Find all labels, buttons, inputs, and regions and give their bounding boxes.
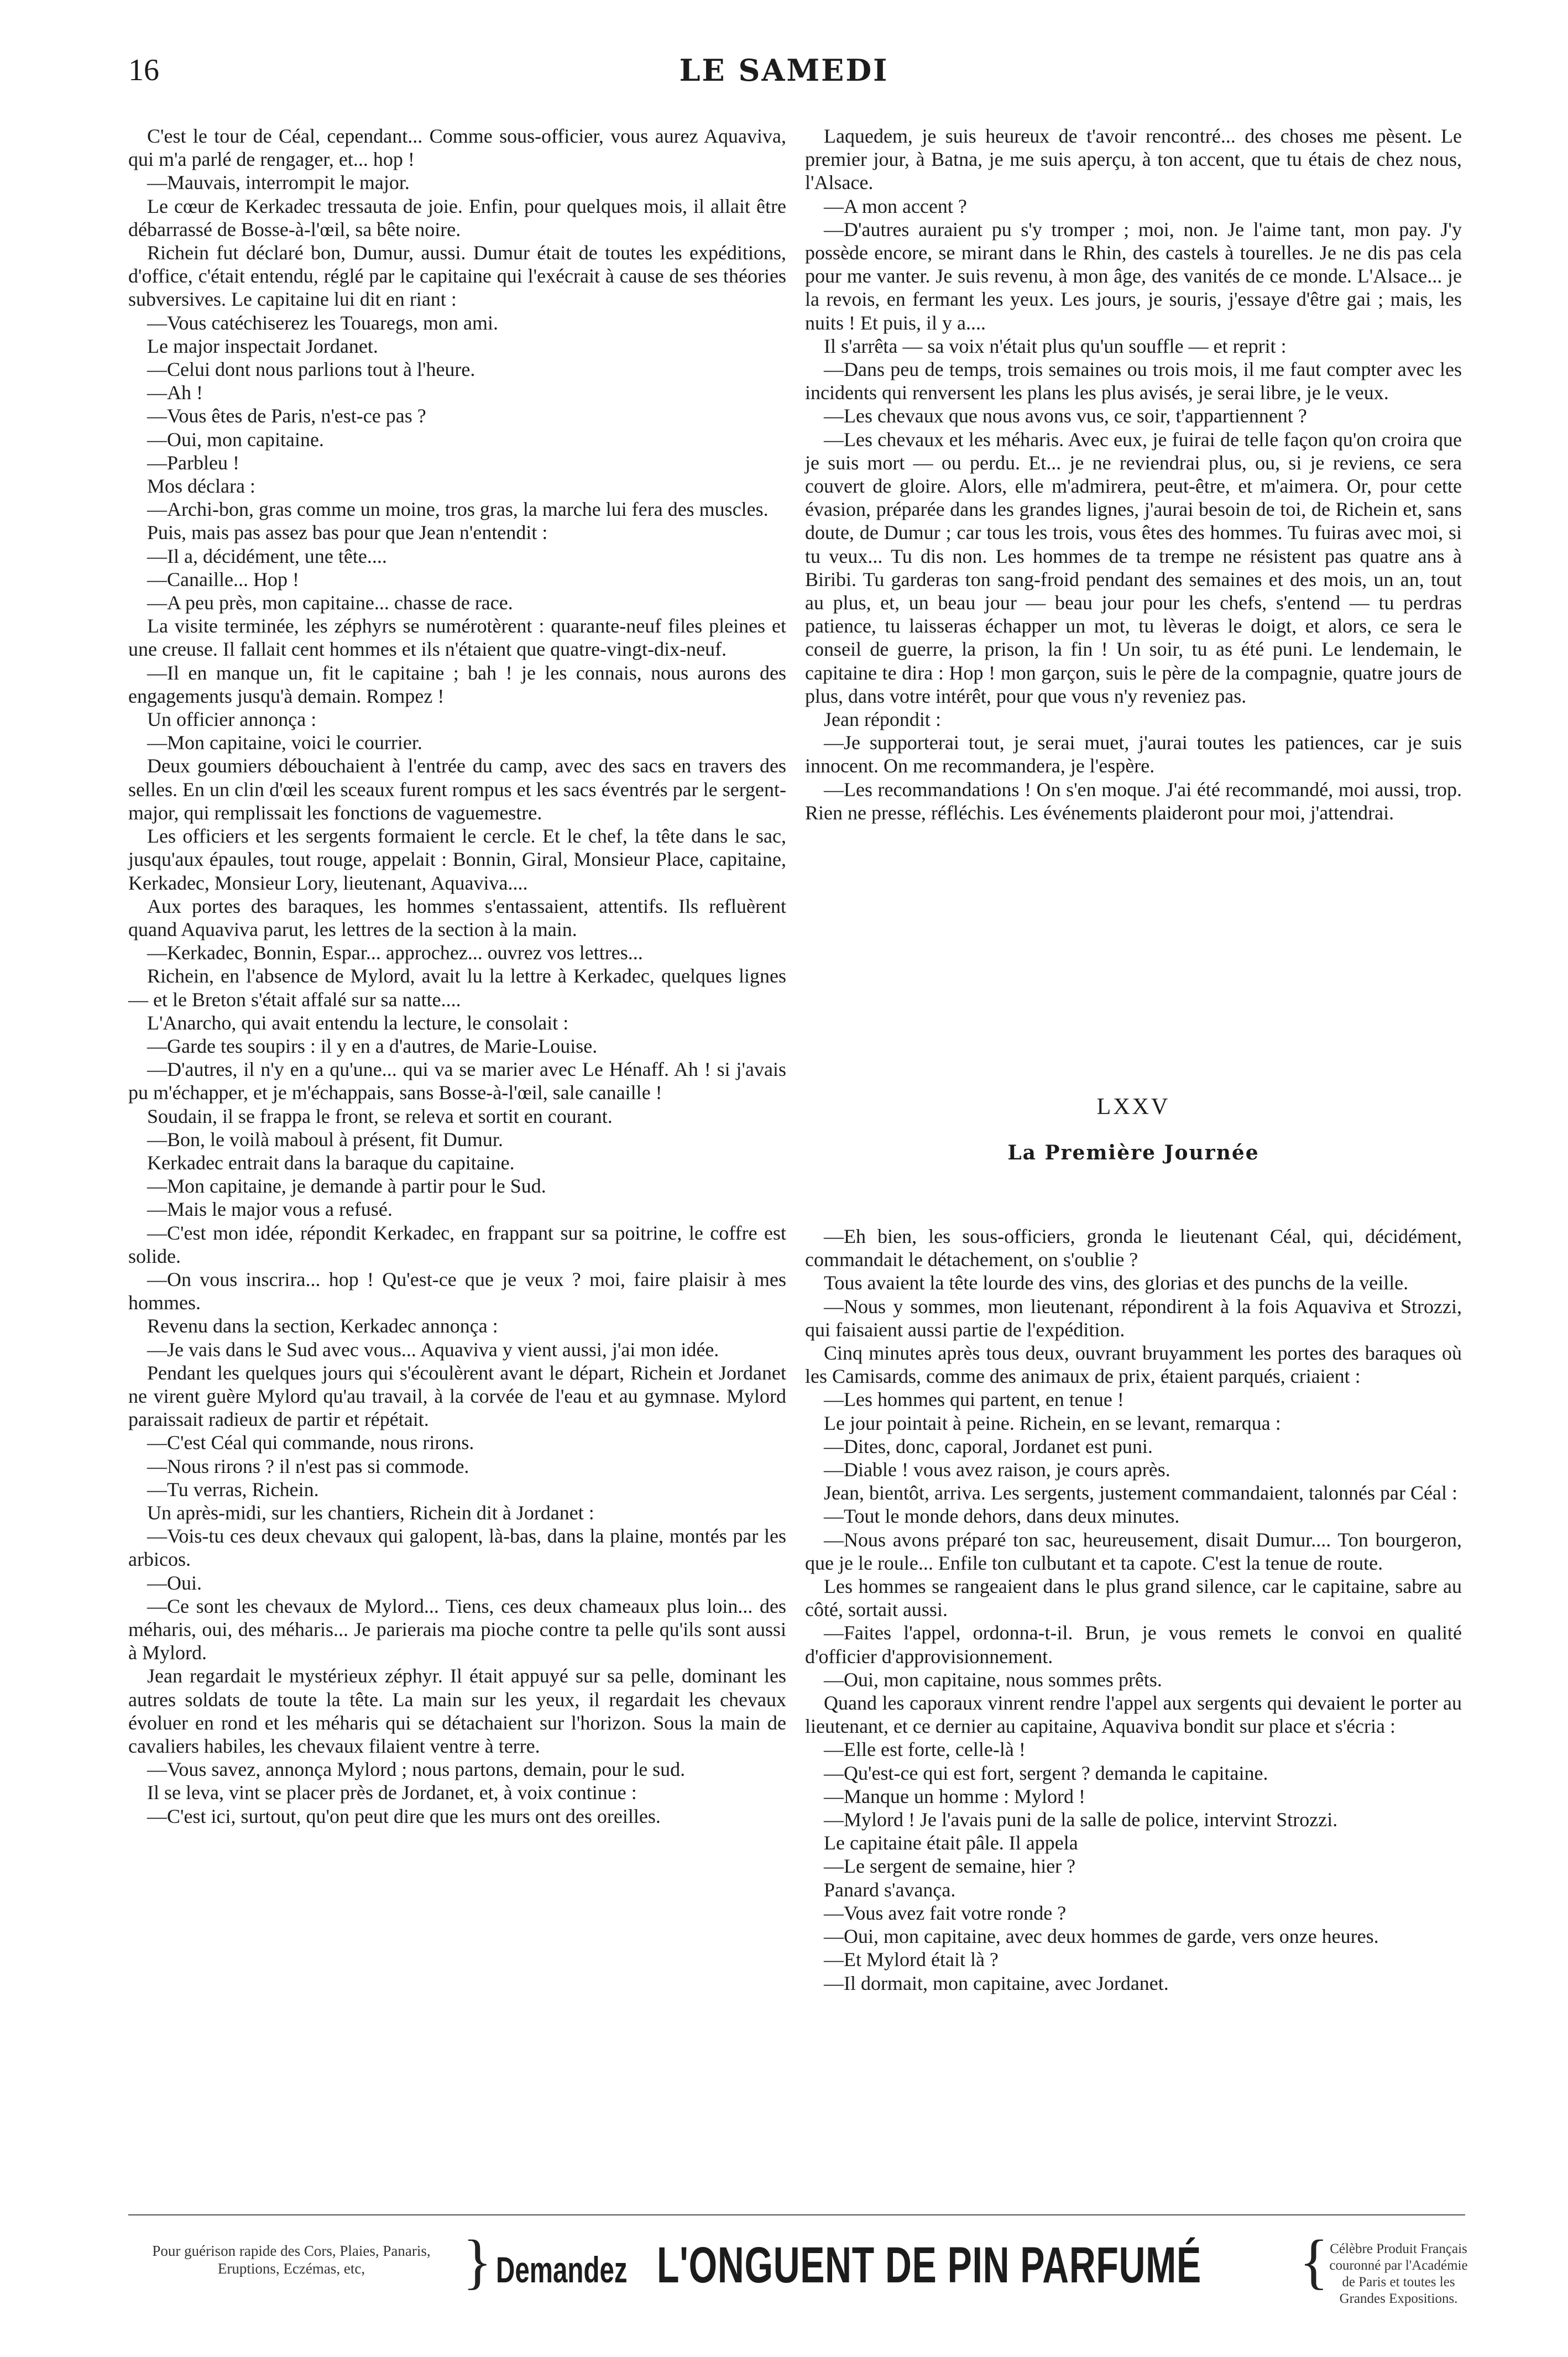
paragraph: —Mais le major vous a refusé. xyxy=(147,1198,393,1221)
paragraph: —Les chevaux et les méharis. Avec eux, je fuirai de telle façon qu'on croira que je suis mort — ou perdu. Et... je ne reviendrai plus, ou, si je reviens, ce sera couvert de gloire. Alors, elle m'admirera, peut-être, et m'aimera. Or, pour cette évasion, préparée dans les grandes lignes, j'aurai besoin de toi, de Richein et, sans doute, de Dumur ; car tous les trois, vous êtes des hommes. Tu fuiras avec moi, si tu veux... Tu dis non. Les hommes de ta trempe ne résistent pas quatre ans à Biribi. Tu garderas ton sang-froid pendant des semaines et des mois, un an, tout au plus, et, un beau jour — beau jour pour les chefs, s'entend — tu perdras patience, tu laisseras échapper un mot, tu lèveras le doigt, et alors, ce sera le conseil de guerre, la prison, la fin ! Un soir, tu as été puni. Le lendemain, le capitaine te dira : Hop ! mon garçon, suis le père de la compagnie, quatre jours de plus, dans votre intérêt, pour que vous n'y reveniez pas. xyxy=(805,428,1462,707)
paragraph: Revenu dans la section, Kerkadec annonça : xyxy=(147,1315,498,1337)
paragraph: Soudain, il se frappa le front, se releva et sortit en courant. xyxy=(147,1105,613,1127)
ad-product-name: L'ONGUENT DE PIN PARFUMÉ xyxy=(656,2237,1201,2293)
paragraph: Richein, en l'absence de Mylord, avait lu la lettre à Kerkadec, quelques lignes — et le Breton s'était affalé sur sa natte.... xyxy=(128,965,786,1011)
paragraph: —Ah ! xyxy=(147,381,203,404)
paragraph: —On vous inscrira... hop ! Qu'est-ce que je veux ? moi, faire plaisir à mes hommes. xyxy=(128,1268,786,1314)
paragraph: —Elle est forte, celle-là ! xyxy=(824,1738,1026,1761)
paragraph: —Oui, mon capitaine, nous sommes prêts. xyxy=(824,1668,1162,1691)
paragraph: —Faites l'appel, ordonna-t-il. Brun, je vous remets le convoi en qualité d'officier d'approvisionnement. xyxy=(805,1622,1462,1668)
paragraph: —Mon capitaine, je demande à partir pour le Sud. xyxy=(147,1175,546,1198)
paragraph: —Mauvais, interrompit le major. xyxy=(147,171,410,194)
paragraph: Tous avaient la tête lourde des vins, des glorias et des punchs de la veille. xyxy=(824,1272,1409,1294)
paragraph: —Vois-tu ces deux chevaux qui galopent, là-bas, dans la plaine, montés par les arbicos. xyxy=(128,1525,786,1571)
footer-divider xyxy=(128,2214,1465,2215)
paragraph: Il s'arrêta — sa voix n'était plus qu'un souffle — et reprit : xyxy=(824,335,1287,357)
paragraph: —Oui, mon capitaine, avec deux hommes de garde, vers onze heures. xyxy=(824,1925,1379,1948)
paragraph: —Nous avons préparé ton sac, heureusement, disait Dumur.... Ton bourgeron, que je le roule... Enfile ton culbutant et ta capote. C'est la tenue de route. xyxy=(805,1528,1462,1574)
paragraph: —Dites, donc, caporal, Jordanet est puni. xyxy=(824,1435,1153,1457)
paragraph: —Nous y sommes, mon lieutenant, répondirent à la fois Aquaviva et Strozzi, qui faisaient aussi partie de l'expédition. xyxy=(805,1295,1462,1341)
paragraph: —Tu verras, Richein. xyxy=(147,1478,319,1501)
advertisement xyxy=(128,2228,1468,2306)
paragraph: —Oui, mon capitaine. xyxy=(147,428,324,451)
paragraph: —Le sergent de semaine, hier ? xyxy=(824,1855,1076,1878)
paragraph: Un officier annonça : xyxy=(147,708,317,731)
right-brace-icon: { xyxy=(1299,2228,1329,2295)
paragraph: —C'est ici, surtout, qu'on peut dire que les murs ont des oreilles. xyxy=(147,1805,661,1827)
paragraph: —Vous avez fait votre ronde ? xyxy=(824,1901,1067,1924)
paragraph: —Nous rirons ? il n'est pas si commode. xyxy=(147,1455,469,1477)
paragraph: —D'autres auraient pu s'y tromper ; moi, non. Je l'aime tant, mon pay. J'y possède encore, se mirant dans le Rhin, des castels à tourelles. Je ne dis pas cela pour me vanter. Je suis revenu, à mon âge, des vanités de ce monde. L'Alsace... je la revois, en fermant les yeux. Les jours, je souris, j'essaye d'être gai ; mais, les nuits ! Et puis, il y a.... xyxy=(805,218,1462,334)
paragraph: Le cœur de Kerkadec tressauta de joie. Enfin, pour quelques mois, il allait être débarrassé de Bosse-à-l'œil, sa bête noire. xyxy=(128,195,786,241)
paragraph: L'Anarcho, qui avait entendu la lecture, le consolait : xyxy=(147,1011,569,1034)
paragraph: Il se leva, vint se placer près de Jordanet, et, à voix continue : xyxy=(147,1781,637,1804)
paragraph: Kerkadec entrait dans la baraque du capitaine. xyxy=(147,1151,515,1174)
paragraph: —Qu'est-ce qui est fort, sergent ? demanda le capitaine. xyxy=(824,1762,1268,1784)
paragraph: Richein fut déclaré bon, Dumur, aussi. Dumur était de toutes les expéditions, d'office, c'était entendu, réglé par le capitaine qui l'exécrait à cause de ses théories subversives. Le capitaine lui dit en riant : xyxy=(128,242,786,311)
paragraph: —C'est mon idée, répondit Kerkadec, en frappant sur sa poitrine, le coffre est solide. xyxy=(128,1221,786,1267)
paragraph: —Tout le monde dehors, dans deux minutes. xyxy=(824,1505,1180,1528)
chapter-title: La Première Journée xyxy=(1007,1141,1259,1164)
paragraph: Laquedem, je suis heureux de t'avoir rencontré... des choses me pèsent. Le premier jour, à Batna, je me suis aperçu, à ton accent, que tu étais de chez nous, l'Alsace. xyxy=(805,125,1462,194)
paragraph: Le major inspectait Jordanet. xyxy=(147,335,378,357)
paragraph: Les officiers et les sergents formaient le cercle. Et le chef, la tête dans le sac, jusqu'aux épaules, tout rouge, appelait : Bonnin, Giral, Monsieur Place, capitaine, Kerkadec, Monsieur Lory, lieutenant, Aquaviva.... xyxy=(128,825,786,894)
right-column-top xyxy=(805,124,1462,824)
paragraph: —Il en manque un, fit le capitaine ; bah ! je les connais, nous aurons des engagements jusqu'à demain. Rompez ! xyxy=(128,661,786,707)
paragraph: —Manque un homme : Mylord ! xyxy=(824,1785,1085,1807)
page-number: 16 xyxy=(128,53,159,87)
paragraph: Les hommes se rangeaient dans le plus grand silence, car le capitaine, sabre au côté, sortait aussi. xyxy=(805,1575,1462,1621)
paragraph: —Les hommes qui partent, en tenue ! xyxy=(824,1388,1124,1411)
paragraph: Deux goumiers débouchaient à l'entrée du camp, avec des sacs en travers des selles. En un clin d'œil les sceaux furent rompus et les sacs éventrés par le sergent-major, qui remplissait les fonctions de vaguemestre. xyxy=(128,755,786,824)
left-brace-icon: } xyxy=(463,2228,492,2295)
paragraph: —Les recommandations ! On s'en moque. J'ai été recommandé, moi aussi, trop. Rien ne presse, réfléchis. Les événements plaideront pour moi, j'attendrai. xyxy=(805,778,1462,824)
paragraph: Jean répondit : xyxy=(824,708,941,731)
paragraph: —Celui dont nous parlions tout à l'heure. xyxy=(147,358,475,381)
paragraph: —D'autres, il n'y en a qu'une... qui va se marier avec Le Hénaff. Ah ! si j'avais pu m'échapper, et je m'échappais, sans Bosse-à-l'œil, sale canaille ! xyxy=(128,1058,786,1104)
ad-headline xyxy=(496,2236,1281,2295)
ad-prefix: Demandez xyxy=(496,2249,628,2290)
paragraph: —Et Mylord était là ? xyxy=(824,1948,999,1971)
paragraph: —Vous savez, annonça Mylord ; nous partons, demain, pour le sud. xyxy=(147,1758,686,1781)
page-header xyxy=(0,53,1568,102)
paragraph: Puis, mais pas assez bas pour que Jean n'entendit : xyxy=(147,521,548,544)
paragraph: Jean, bientôt, arriva. Les sergents, justement commandaient, talonnés par Céal : xyxy=(824,1482,1457,1504)
paragraph: Mos déclara : xyxy=(147,475,255,498)
paragraph: —Archi-bon, gras comme un moine, tros gras, la marche lui fera des muscles. xyxy=(147,498,769,521)
paragraph: —A mon accent ? xyxy=(824,195,967,217)
paragraph: —Mon capitaine, voici le courrier. xyxy=(147,731,422,754)
paragraph: —Parbleu ! xyxy=(147,451,239,474)
paragraph: —C'est Céal qui commande, nous rirons. xyxy=(147,1431,474,1454)
paragraph: —Bon, le voilà maboul à présent, fit Dumur. xyxy=(147,1128,503,1151)
paragraph: —Il dormait, mon capitaine, avec Jordanet. xyxy=(824,1972,1169,1994)
paragraph: —Canaille... Hop ! xyxy=(147,568,299,590)
paragraph: Aux portes des baraques, les hommes s'entassaient, attentifs. Ils refluèrent quand Aquaviva parut, les lettres de la section à la main. xyxy=(128,895,786,940)
ad-left-text: Pour guérison rapide des Cors, Plaies, Panaris, Eruptions, Eczémas, etc, xyxy=(152,2243,431,2277)
paragraph: —Garde tes soupirs : il y en a d'autres, de Marie-Louise. xyxy=(147,1034,598,1057)
paragraph: —Je supporterai tout, je serai muet, j'aurai toutes les patiences, car je suis innocent. On me recommandera, je l'espère. xyxy=(805,731,1462,777)
paragraph: —Oui. xyxy=(147,1571,202,1594)
left-column xyxy=(128,124,786,1828)
paragraph: Panard s'avança. xyxy=(824,1878,956,1901)
paragraph: —Ce sont les chevaux de Mylord... Tiens, ces deux chameaux plus loin... des méharis, oui, des méharis... Je parierais ma pioche contre ta pelle qu'ils sont aussi à Mylord. xyxy=(128,1595,786,1664)
paragraph: —Dans peu de temps, trois semaines ou trois mois, il me faut compter avec les incidents qui renversent les plans les plus avisés, je serai libre, je le veux. xyxy=(805,358,1462,404)
paragraph: —Eh bien, les sous-officiers, gronda le lieutenant Céal, qui, décidément, commandait le détachement, on s'oublie ? xyxy=(805,1225,1462,1271)
paragraph: —Diable ! vous avez raison, je cours après. xyxy=(824,1459,1170,1481)
right-column-bottom xyxy=(805,1225,1462,1995)
paragraph: —Je vais dans le Sud avec vous... Aquaviva y vient aussi, j'ai mon idée. xyxy=(147,1338,719,1361)
paragraph: Cinq minutes après tous deux, ouvrant bruyamment les portes des baraques où les Camisards, comme des animaux de prix, étaient parqués, criaient : xyxy=(805,1342,1462,1388)
paragraph: —A peu près, mon capitaine... chasse de race. xyxy=(147,592,513,614)
paragraph: Quand les caporaux vinrent rendre l'appel aux sergents qui devaient le porter au lieutenant, et ce dernier au capitaine, Aquaviva bondit sur place et s'écria : xyxy=(805,1692,1462,1738)
paragraph: —Il a, décidément, une tête.... xyxy=(147,545,387,567)
paragraph: Jean regardait le mystérieux zéphyr. Il était appuyé sur sa pelle, dominant les autres soldats de toute la tête. La main sur les yeux, il regardait les chevaux évoluer en rond et les méharis qui se détachaient sur l'horizon. Sous la main de cavaliers habiles, les chevaux filaient ventre à terre. xyxy=(128,1665,786,1758)
paragraph: —Mylord ! Je l'avais puni de la salle de police, intervint Strozzi. xyxy=(824,1809,1338,1831)
paragraph: —Vous êtes de Paris, n'est-ce pas ? xyxy=(147,405,426,427)
paragraph: La visite terminée, les zéphyrs se numérotèrent : quarante-neuf files pleines et une creuse. Il fallait cent hommes et ils n'étaient que quatre-vingt-dix-neuf. xyxy=(128,615,786,661)
paragraph: —Vous catéchiserez les Touaregs, mon ami. xyxy=(147,311,498,334)
paragraph: Un après-midi, sur les chantiers, Richein dit à Jordanet : xyxy=(147,1501,594,1524)
chapter-number: LXXV xyxy=(1096,1094,1170,1120)
paragraph: —Kerkadec, Bonnin, Espar... approchez... ouvrez vos lettres... xyxy=(147,942,643,964)
paragraph: Le jour pointait à peine. Richein, en se levant, remarqua : xyxy=(824,1412,1281,1434)
ad-right-text: Célèbre Produit Français couronné par l'Académie de Paris et toutes les Grandes Expositions. xyxy=(1329,2241,1468,2306)
paragraph: Pendant les quelques jours qui s'écoulèrent avant le départ, Richein et Jordanet ne virent guère Mylord qu'au travail, à la corvée de l'eau et au gymnase. Mylord paraissait radieux de partir et répétait. xyxy=(128,1361,786,1431)
paragraph: C'est le tour de Céal, cependant... Comme sous-officier, vous aurez Aquaviva, qui m'a parlé de rengager, et... hop ! xyxy=(128,125,786,171)
paragraph: Le capitaine était pâle. Il appela xyxy=(824,1832,1078,1854)
paragraph: —Les chevaux que nous avons vus, ce soir, t'appartiennent ? xyxy=(824,405,1307,427)
journal-title: LE SAMEDI xyxy=(679,53,889,88)
